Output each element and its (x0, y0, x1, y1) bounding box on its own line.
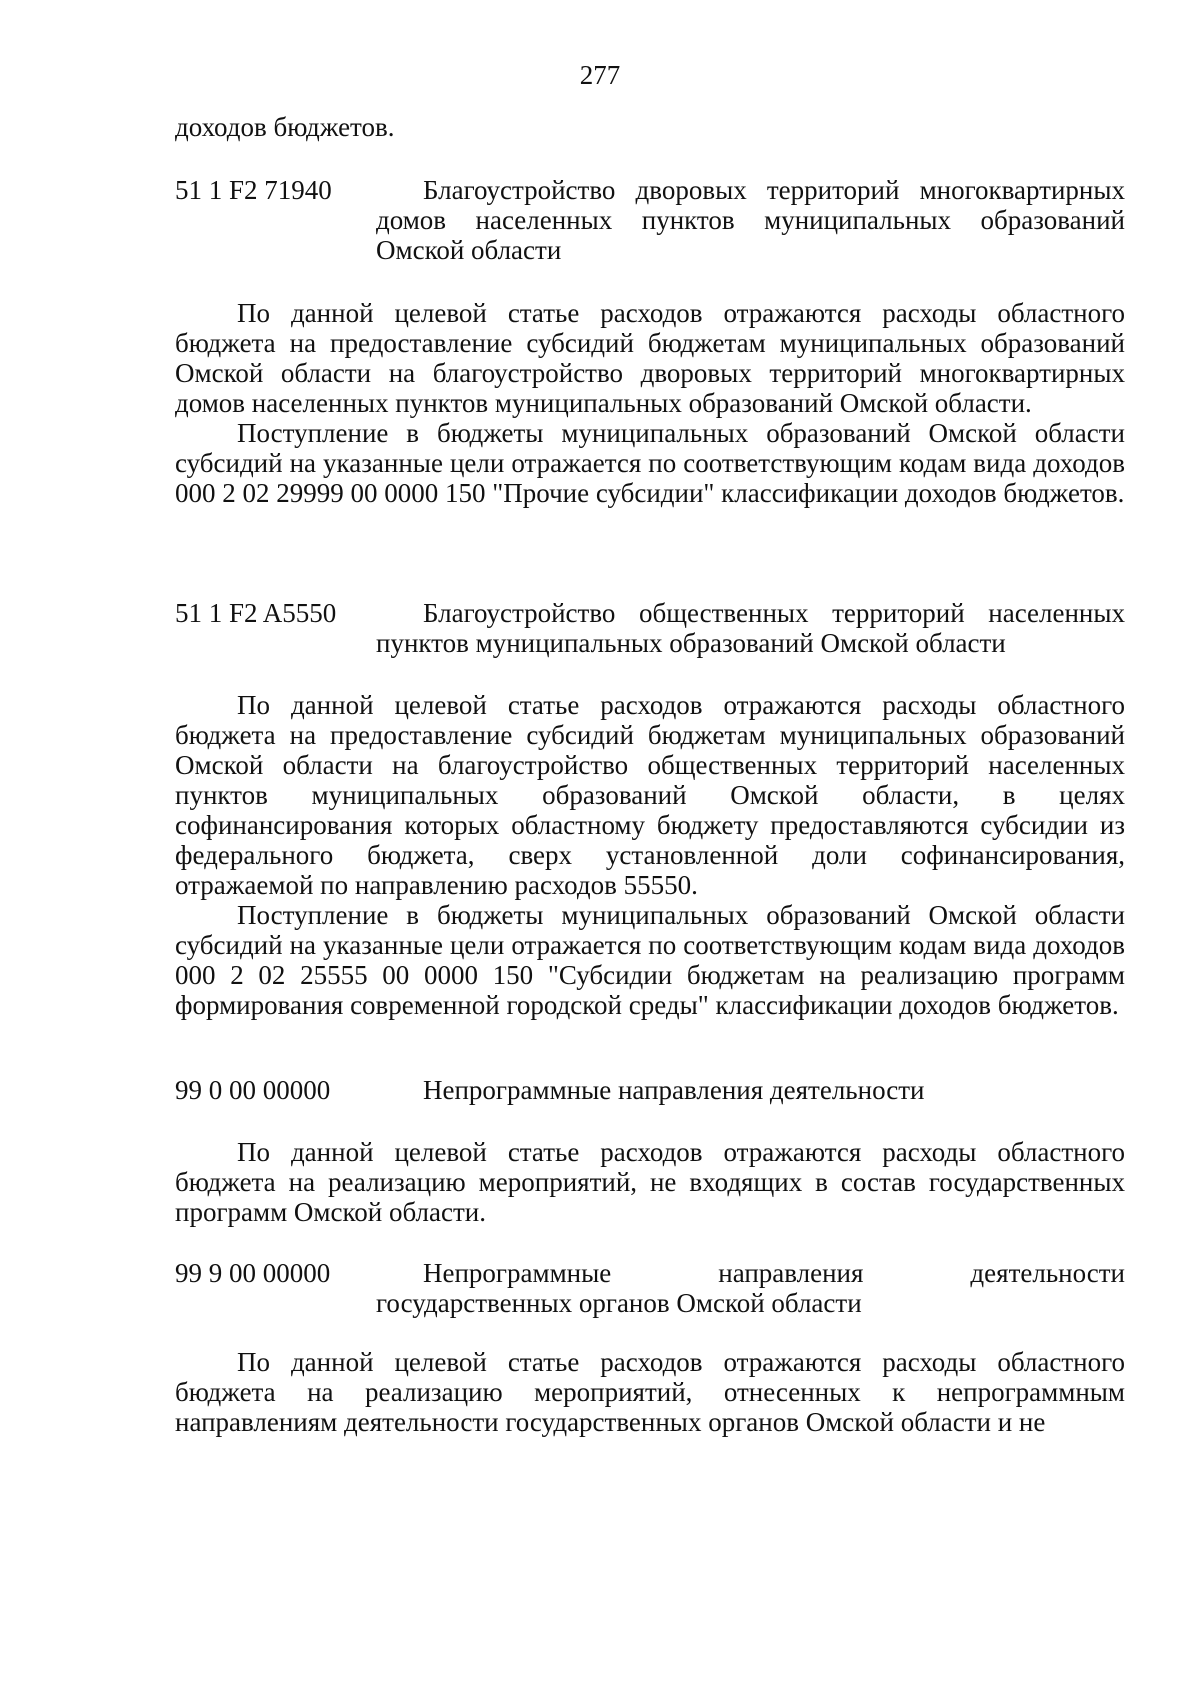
entry-heading (175, 1075, 1125, 1105)
entry-title: Непрограммные направления деятельности (423, 1075, 925, 1105)
paragraph: доходов бюджетов. (175, 112, 395, 142)
entry-body (175, 690, 1125, 1020)
entry-body (175, 298, 1125, 508)
continuation-text (175, 112, 1125, 142)
budget-code: 51 1 F2 A5550 (175, 598, 337, 628)
paragraph: По данной целевой статье расходов отражаются расходы областного бюджета на реализацию мероприятий, отнесенных к непрограммным направлениям деятельности государственных органов Омской области и не (175, 1347, 1125, 1437)
budget-code: 99 0 00 00000 (175, 1075, 331, 1105)
entry-title: Непрограммные направления деятельности государственных органов Омской области (376, 1258, 1125, 1318)
paragraph: По данной целевой статье расходов отражаются расходы областного бюджета на предоставление субсидий бюджетам муниципальных образований Омской области на благоустройство общественных территорий населенных пунктов муниципальных образований Омской области, в целях софинансирования которых областному бюджету предоставляются субсидии из федерального бюджета, сверх установленной доли софинансирования, отражаемой по направлению расходов 55550. (175, 690, 1125, 900)
paragraph: По данной целевой статье расходов отражаются расходы областного бюджета на реализацию мероприятий, не входящих в состав государственных программ Омской области. (175, 1137, 1125, 1227)
entry-body (175, 1137, 1125, 1227)
entry-title: Благоустройство общественных территорий населенных пунктов муниципальных образований Омской области (376, 598, 1125, 658)
entry-heading (175, 175, 1125, 265)
page-number: 277 (579, 60, 621, 90)
entry-body (175, 1347, 1125, 1437)
paragraph: Поступление в бюджеты муниципальных образований Омской области субсидий на указанные цели отражается по соответствующим кодам вида доходов 000 2 02 29999 00 0000 150 "Прочие субсидии" классификации доходов бюджетов. (175, 418, 1125, 508)
entry-heading (175, 1258, 1125, 1318)
paragraph: По данной целевой статье расходов отражаются расходы областного бюджета на предоставление субсидий бюджетам муниципальных образований Омской области на благоустройство дворовых территорий многоквартирных домов населенных пунктов муниципальных образований Омской области. (175, 298, 1125, 418)
entry-heading (175, 598, 1125, 658)
budget-code: 99 9 00 00000 (175, 1258, 331, 1288)
paragraph: Поступление в бюджеты муниципальных образований Омской области субсидий на указанные цели отражается по соответствующим кодам вида доходов 000 2 02 25555 00 0000 150 "Субсидии бюджетам на реализацию программ формирования современной городской среды" классификации доходов бюджетов. (175, 900, 1125, 1020)
budget-code: 51 1 F2 71940 (175, 175, 332, 205)
entry-title: Благоустройство дворовых территорий многоквартирных домов населенных пунктов муниципальных образований Омской области (376, 175, 1125, 265)
